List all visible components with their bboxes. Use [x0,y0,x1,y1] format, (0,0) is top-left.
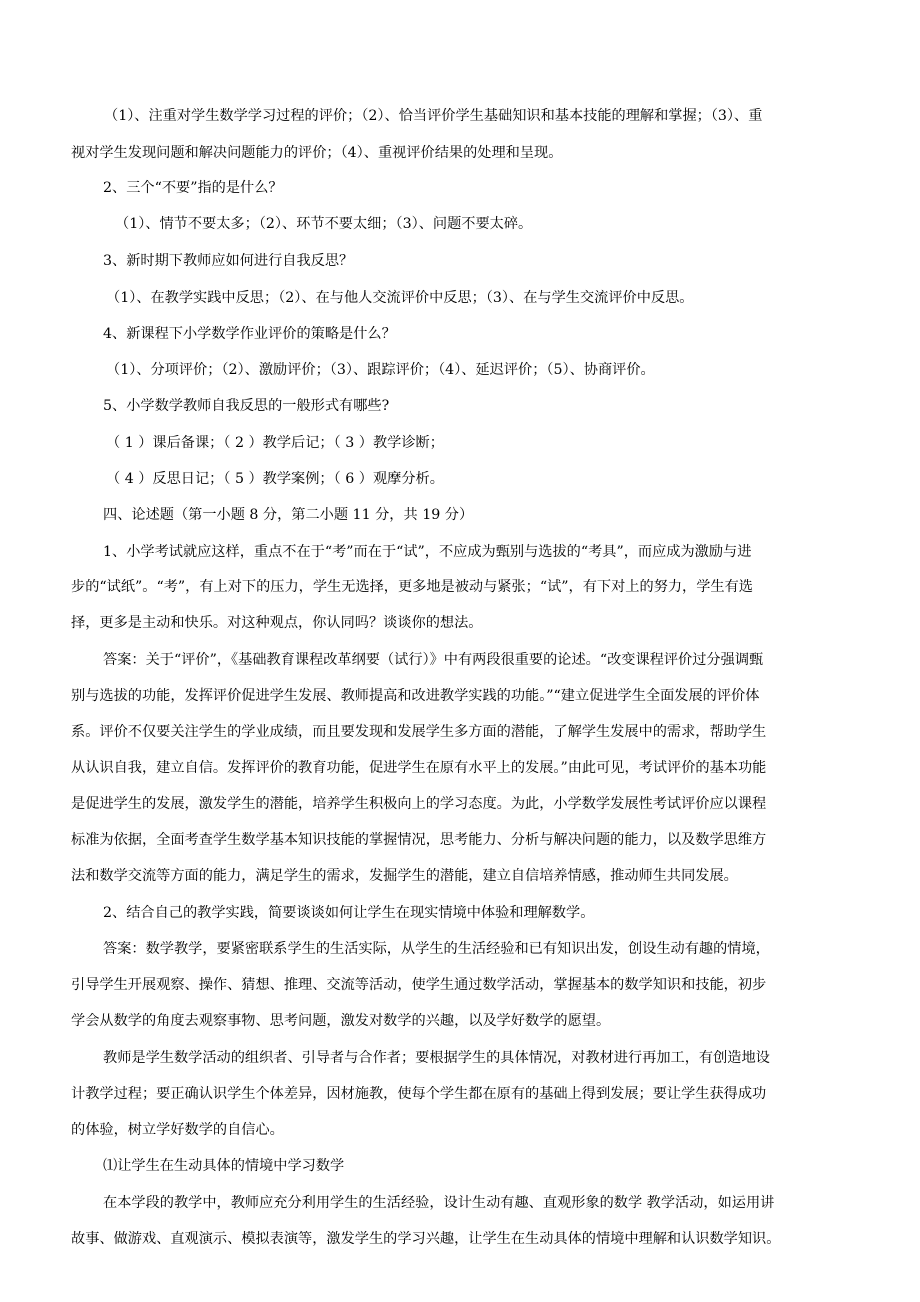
question-5-answer-line-1: （ 1 ）课后备课；（ 2 ）教学后记；（ 3 ）教学诊断； [106,435,444,451]
text-line: 视对学生发现问题和解决问题能力的评价；（4）、重视评价结果的处理和呈现。 [71,145,563,161]
text-line: 1、小学考试就应这样，重点不在于“考”而在于“试”，不应成为甄别与选拔的“考具”，而应成为激励与进 [103,544,752,560]
text-line: 择，更多是主动和快乐。对这种观点，你认同吗？谈谈你的想法。 [71,615,483,631]
text-line: 引导学生开展观察、操作、猜想、推理、交流等活动，使学生通过数学活动，掌握基本的数学知识和技能，初步 [71,977,767,993]
text-line: 教师是学生数学活动的组织者、引导者与合作者；要根据学生的具体情况，对教材进行再加工，有创造地设 [103,1050,770,1066]
text-line: 法和数学交流等方面的能力，满足学生的需求，发掘学生的潜能，建立自信培养情感，推动师生共同发展。 [71,868,738,884]
text-line: 答案：关于“评价”，《基础教育课程改革纲要（试行）》中有两段很重要的论述。“改变课程评价过分强调甄 [103,652,764,668]
question-3: 3、新时期下教师应如何进行自我反思？ [103,253,354,269]
text-line: 故事、做游戏、直观演示、模拟表演等，激发学生的学习兴趣，让学生在生动具体的情境中理解和认识数学知识。 [71,1231,781,1247]
text-line: 标准为依据，全面考查学生数学基本知识技能的掌握情况，思考能力、分析与解决问题的能力，以及数学思维方 [71,832,767,848]
sub-heading-1: ⑴让学生在生动具体的情境中学习数学 [103,1158,345,1174]
text-line: 的体验，树立学好数学的自信心。 [71,1122,284,1138]
text-line: 别与选拔的功能，发挥评价促进学生发展、教师提高和改进教学实践的功能。”“建立促进学生全面发展的评价体 [71,688,760,704]
text-line: 答案：数学教学，要紧密联系学生的生活实际，从学生的生活经验和已有知识出发，创设生动有趣的情境， [103,941,770,957]
question-2: 2、三个“不要”指的是什么？ [103,180,283,196]
text-line: 从认识自我，建立自信。发挥评价的教育功能，促进学生在原有水平上的发展。”由此可见，考试评价的基本功能 [71,760,767,776]
question-5-answer-line-2: （ 4 ）反思日记；（ 5 ）教学案例；（ 6 ）观摩分析。 [106,471,444,487]
text-line: （1）、注重对学生数学学习过程的评价；（2）、恰当评价学生基础知识和基本技能的理解和掌握；（3）、重 [104,108,763,124]
question-4-answer: （1）、分项评价；（2）、激励评价；（3）、跟踪评价；（4）、延迟评价；（5）、协商评价。 [106,362,655,378]
text-line: 计教学过程；要正确认识学生个体差异，因材施教，使每个学生都在原有的基础上得到发展；要让学生获得成功 [71,1086,767,1102]
question-5: 5、小学数学教师自我反思的一般形式有哪些? [103,398,390,414]
question-3-answer: （1）、在教学实践中反思；（2）、在与他人交流评价中反思；（3）、在与学生交流评价中反思。 [106,290,694,306]
text-line: 学会从数学的角度去观察事物、思考问题，激发对数学的兴趣，以及学好数学的愿望。 [71,1013,611,1029]
question-4: 4、新课程下小学数学作业评价的策略是什么？ [103,326,396,342]
text-line: 系。评价不仅要关注学生的学业成绩，而且要发现和发展学生多方面的潜能，了解学生发展中的需求，帮助学生 [71,724,767,740]
question-2-answer: （1）、情节不要太多；（2）、环节不要太细；（3）、问题不要太碎。 [115,216,533,232]
essay-2-question: 2、结合自己的教学实践，简要谈谈如何让学生在现实情境中体验和理解数学。 [103,905,595,921]
text-line: 是促进学生的发展，激发学生的潜能，培养学生积极向上的学习态度。为此，小学数学发展性考试评价应以课程 [71,796,767,812]
text-line: 步的“试纸”。“考”，有上对下的压力，学生无选择，更多地是被动与紧张；“试”，有下对上的努力，学生有选 [71,579,753,595]
text-line: 在本学段的教学中，教师应充分利用学生的生活经验，设计生动有趣、直观形象的数学 教学活动，如运用讲 [103,1195,775,1211]
section-4-heading: 四、论述题（第一小题 8 分，第二小题 11 分，共 19 分） [103,507,474,523]
